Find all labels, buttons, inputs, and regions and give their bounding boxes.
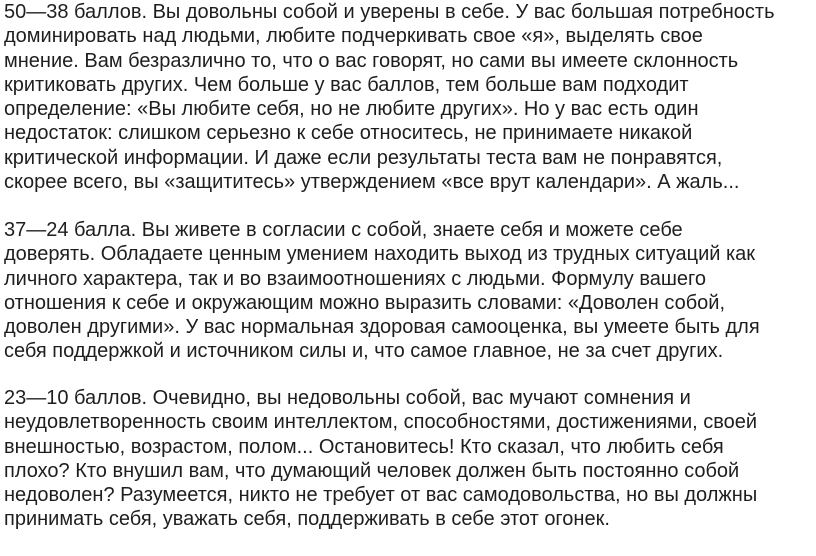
- text-line: доволен другими». У вас нормальная здоровая самооценка, вы умеете быть для: [4, 316, 760, 339]
- text-line: себя поддержкой и источником силы и, что самое главное, не за счет других.: [4, 340, 724, 363]
- text-line: 23—10 баллов. Очевидно, вы недовольны собой, вас мучают сомнения и: [4, 387, 691, 409]
- text-line: недостаток: слишком серьезно к себе относитесь, не принимаете никакой: [4, 122, 693, 145]
- text-line: 50—38 баллов. Вы довольны собой и уверены в себе. У вас большая потребность: [4, 1, 775, 23]
- text-line: личного характера, так и во взаимоотношениях с людьми. Формулу вашего: [4, 267, 706, 290]
- text-line: неудовлетворенность своим интеллектом, способностями, достижениями, своей: [4, 411, 758, 434]
- text-line: внешностью, возрастом, полом... Остановитесь! Кто сказал, что любить себя: [4, 435, 724, 458]
- text-line: 37—24 балла. Вы живете в согласии с собой, знаете себя и можете себе: [4, 219, 683, 241]
- text-line: мнение. Вам безразлично то, что о вас говорят, но сами вы имеете склонность: [4, 49, 739, 72]
- paragraph-score-50-38: [4, 0, 812, 194]
- text-line: критической информации. И даже если результаты теста вам не понравятся,: [4, 146, 723, 169]
- text-line: принимать себя, уважать себя, поддерживать в себе этот огонек.: [4, 508, 610, 531]
- paragraph-score-23-10: [4, 386, 812, 532]
- text-line: плохо? Кто внушил вам, что думающий человек должен быть постоянно собой: [4, 459, 740, 482]
- text-line: недоволен? Разумеется, никто не требует от вас самодовольства, но вы должны: [4, 484, 758, 507]
- text-line: скорее всего, вы «защититесь» утверждением «все врут календари». А жаль...: [4, 171, 740, 194]
- text-line: доверять. Обладаете ценным умением находить выход из трудных ситуаций как: [4, 243, 756, 266]
- text-line: критиковать других. Чем больше у вас баллов, тем больше вам подходит: [4, 73, 689, 96]
- text-line: определение: «Вы любите себя, но не любите других». Но у вас есть один: [4, 98, 699, 121]
- text-line: доминировать над людьми, любите подчеркивать свое «я», выделять свое: [4, 25, 703, 48]
- paragraph-score-37-24: [4, 218, 812, 364]
- text-line: отношения к себе и окружающим можно выразить словами: «Доволен собой,: [4, 291, 726, 314]
